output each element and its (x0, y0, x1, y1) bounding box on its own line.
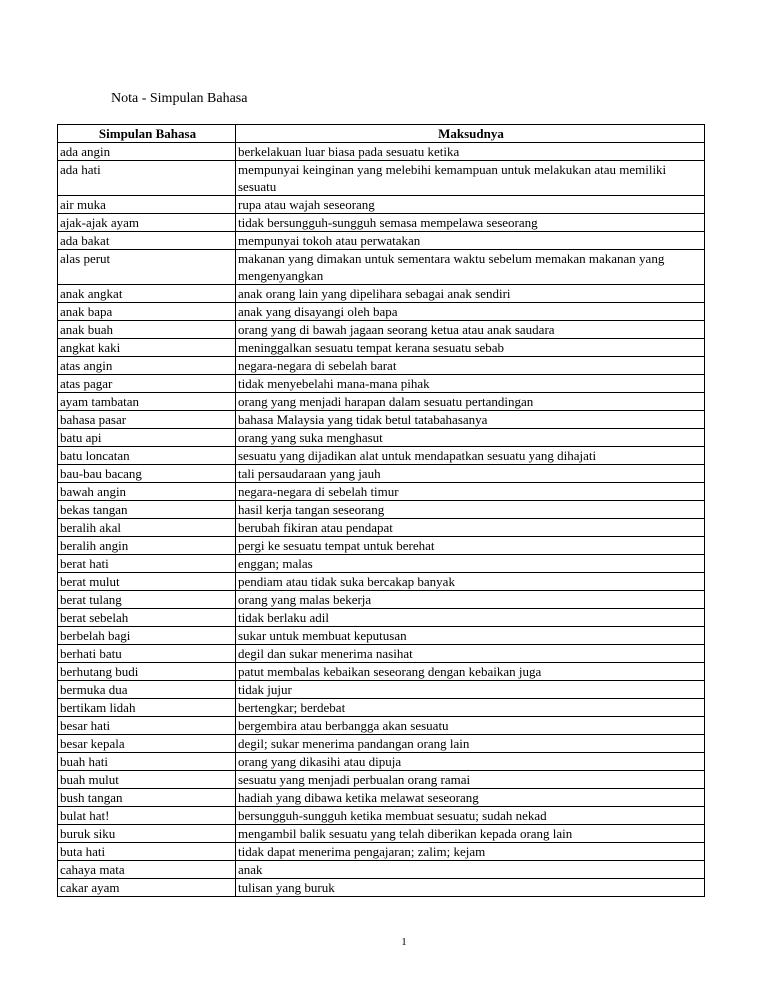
term-cell: berhati batu (58, 645, 236, 663)
meaning-cell: sukar untuk membuat keputusan (236, 627, 705, 645)
term-cell: berat sebelah (58, 609, 236, 627)
table-row (58, 447, 705, 465)
meaning-cell: rupa atau wajah seseorang (236, 196, 705, 214)
meaning-cell: mempunyai keinginan yang melebihi kemampuan untuk melakukan atau memiliki sesuatu (236, 161, 705, 196)
term-cell: buta hati (58, 843, 236, 861)
table-row (58, 843, 705, 861)
table-row (58, 861, 705, 879)
meaning-cell: meninggalkan sesuatu tempat kerana sesuatu sebab (236, 339, 705, 357)
term-cell: berat tulang (58, 591, 236, 609)
term-cell: berat hati (58, 555, 236, 573)
term-cell: atas angin (58, 357, 236, 375)
table-row (58, 375, 705, 393)
meaning-cell: sesuatu yang menjadi perbualan orang ramai (236, 771, 705, 789)
meaning-cell: degil; sukar menerima pandangan orang lain (236, 735, 705, 753)
table-row (58, 825, 705, 843)
column-header-term: Simpulan Bahasa (58, 125, 236, 143)
term-cell: anak angkat (58, 285, 236, 303)
term-cell: ada hati (58, 161, 236, 196)
meaning-cell: orang yang di bawah jagaan seorang ketua atau anak saudara (236, 321, 705, 339)
meaning-cell: orang yang dikasihi atau dipuja (236, 753, 705, 771)
meaning-cell: makanan yang dimakan untuk sementara waktu sebelum memakan makanan yang mengenyangkan (236, 250, 705, 285)
term-cell: bermuka dua (58, 681, 236, 699)
page-title: Nota - Simpulan Bahasa (111, 91, 248, 106)
term-cell: berbelah bagi (58, 627, 236, 645)
meaning-cell: patut membalas kebaikan seseorang dengan kebaikan juga (236, 663, 705, 681)
term-cell: ada angin (58, 143, 236, 161)
term-cell: beralih akal (58, 519, 236, 537)
table-row (58, 573, 705, 591)
table-row (58, 537, 705, 555)
table-row (58, 789, 705, 807)
table-row (58, 753, 705, 771)
table-row (58, 645, 705, 663)
meaning-cell: tidak menyebelahi mana-mana pihak (236, 375, 705, 393)
meaning-cell: negara-negara di sebelah barat (236, 357, 705, 375)
table-row (58, 717, 705, 735)
table-row (58, 609, 705, 627)
term-cell: batu loncatan (58, 447, 236, 465)
meaning-cell: orang yang suka menghasut (236, 429, 705, 447)
page-number: 1 (401, 936, 407, 948)
meaning-cell: degil dan sukar menerima nasihat (236, 645, 705, 663)
meaning-cell: hasil kerja tangan seseorang (236, 501, 705, 519)
meaning-cell: orang yang menjadi harapan dalam sesuatu pertandingan (236, 393, 705, 411)
term-cell: besar kepala (58, 735, 236, 753)
term-cell: bekas tangan (58, 501, 236, 519)
table-row (58, 735, 705, 753)
term-cell: air muka (58, 196, 236, 214)
meaning-cell: anak orang lain yang dipelihara sebagai anak sendiri (236, 285, 705, 303)
table-row (58, 232, 705, 250)
meaning-cell: tulisan yang buruk (236, 879, 705, 897)
term-cell: buah mulut (58, 771, 236, 789)
term-cell: bush tangan (58, 789, 236, 807)
table-row (58, 465, 705, 483)
term-cell: anak bapa (58, 303, 236, 321)
term-cell: cakar ayam (58, 879, 236, 897)
table-row (58, 807, 705, 825)
meaning-cell: tidak berlaku adil (236, 609, 705, 627)
table-row (58, 411, 705, 429)
table-row (58, 143, 705, 161)
meaning-cell: bahasa Malaysia yang tidak betul tatabahasanya (236, 411, 705, 429)
table-row (58, 303, 705, 321)
meaning-cell: berkelakuan luar biasa pada sesuatu ketika (236, 143, 705, 161)
table-header-row (58, 125, 705, 143)
meaning-cell: orang yang malas bekerja (236, 591, 705, 609)
meaning-cell: hadiah yang dibawa ketika melawat seseorang (236, 789, 705, 807)
meaning-cell: pergi ke sesuatu tempat untuk berehat (236, 537, 705, 555)
term-cell: berat mulut (58, 573, 236, 591)
column-header-meaning: Maksudnya (236, 125, 705, 143)
table-row (58, 285, 705, 303)
term-cell: cahaya mata (58, 861, 236, 879)
table-row (58, 357, 705, 375)
vocabulary-table (57, 124, 705, 897)
table-row (58, 339, 705, 357)
table-row (58, 393, 705, 411)
table-row (58, 555, 705, 573)
term-cell: atas pagar (58, 375, 236, 393)
term-cell: besar hati (58, 717, 236, 735)
term-cell: berhutang budi (58, 663, 236, 681)
table-row (58, 627, 705, 645)
meaning-cell: enggan; malas (236, 555, 705, 573)
term-cell: alas perut (58, 250, 236, 285)
term-cell: bulat hat! (58, 807, 236, 825)
table-row (58, 501, 705, 519)
meaning-cell: pendiam atau tidak suka bercakap banyak (236, 573, 705, 591)
meaning-cell: berubah fikiran atau pendapat (236, 519, 705, 537)
term-cell: buruk siku (58, 825, 236, 843)
term-cell: bau-bau bacang (58, 465, 236, 483)
table-row (58, 250, 705, 285)
table-row (58, 591, 705, 609)
table-row (58, 771, 705, 789)
meaning-cell: mengambil balik sesuatu yang telah diberikan kepada orang lain (236, 825, 705, 843)
table-row (58, 214, 705, 232)
meaning-cell: bertengkar; berdebat (236, 699, 705, 717)
meaning-cell: sesuatu yang dijadikan alat untuk mendapatkan sesuatu yang dihajati (236, 447, 705, 465)
term-cell: beralih angin (58, 537, 236, 555)
table-body (58, 143, 705, 897)
term-cell: bertikam lidah (58, 699, 236, 717)
meaning-cell: bergembira atau berbangga akan sesuatu (236, 717, 705, 735)
table-row (58, 321, 705, 339)
meaning-cell: tidak jujur (236, 681, 705, 699)
term-cell: ayam tambatan (58, 393, 236, 411)
table-row (58, 681, 705, 699)
term-cell: ada bakat (58, 232, 236, 250)
meaning-cell: tali persaudaraan yang jauh (236, 465, 705, 483)
table-row (58, 429, 705, 447)
table-row (58, 519, 705, 537)
meaning-cell: tidak bersungguh-sungguh semasa mempelawa seseorang (236, 214, 705, 232)
term-cell: bahasa pasar (58, 411, 236, 429)
meaning-cell: bersungguh-sungguh ketika membuat sesuatu; sudah nekad (236, 807, 705, 825)
meaning-cell: anak yang disayangi oleh bapa (236, 303, 705, 321)
table-row (58, 699, 705, 717)
table-row (58, 663, 705, 681)
term-cell: bawah angin (58, 483, 236, 501)
table-row (58, 879, 705, 897)
term-cell: buah hati (58, 753, 236, 771)
meaning-cell: mempunyai tokoh atau perwatakan (236, 232, 705, 250)
table-row (58, 196, 705, 214)
table-row (58, 483, 705, 501)
term-cell: anak buah (58, 321, 236, 339)
meaning-cell: tidak dapat menerima pengajaran; zalim; kejam (236, 843, 705, 861)
term-cell: angkat kaki (58, 339, 236, 357)
meaning-cell: anak (236, 861, 705, 879)
meaning-cell: negara-negara di sebelah timur (236, 483, 705, 501)
table-row (58, 161, 705, 196)
term-cell: ajak-ajak ayam (58, 214, 236, 232)
term-cell: batu api (58, 429, 236, 447)
